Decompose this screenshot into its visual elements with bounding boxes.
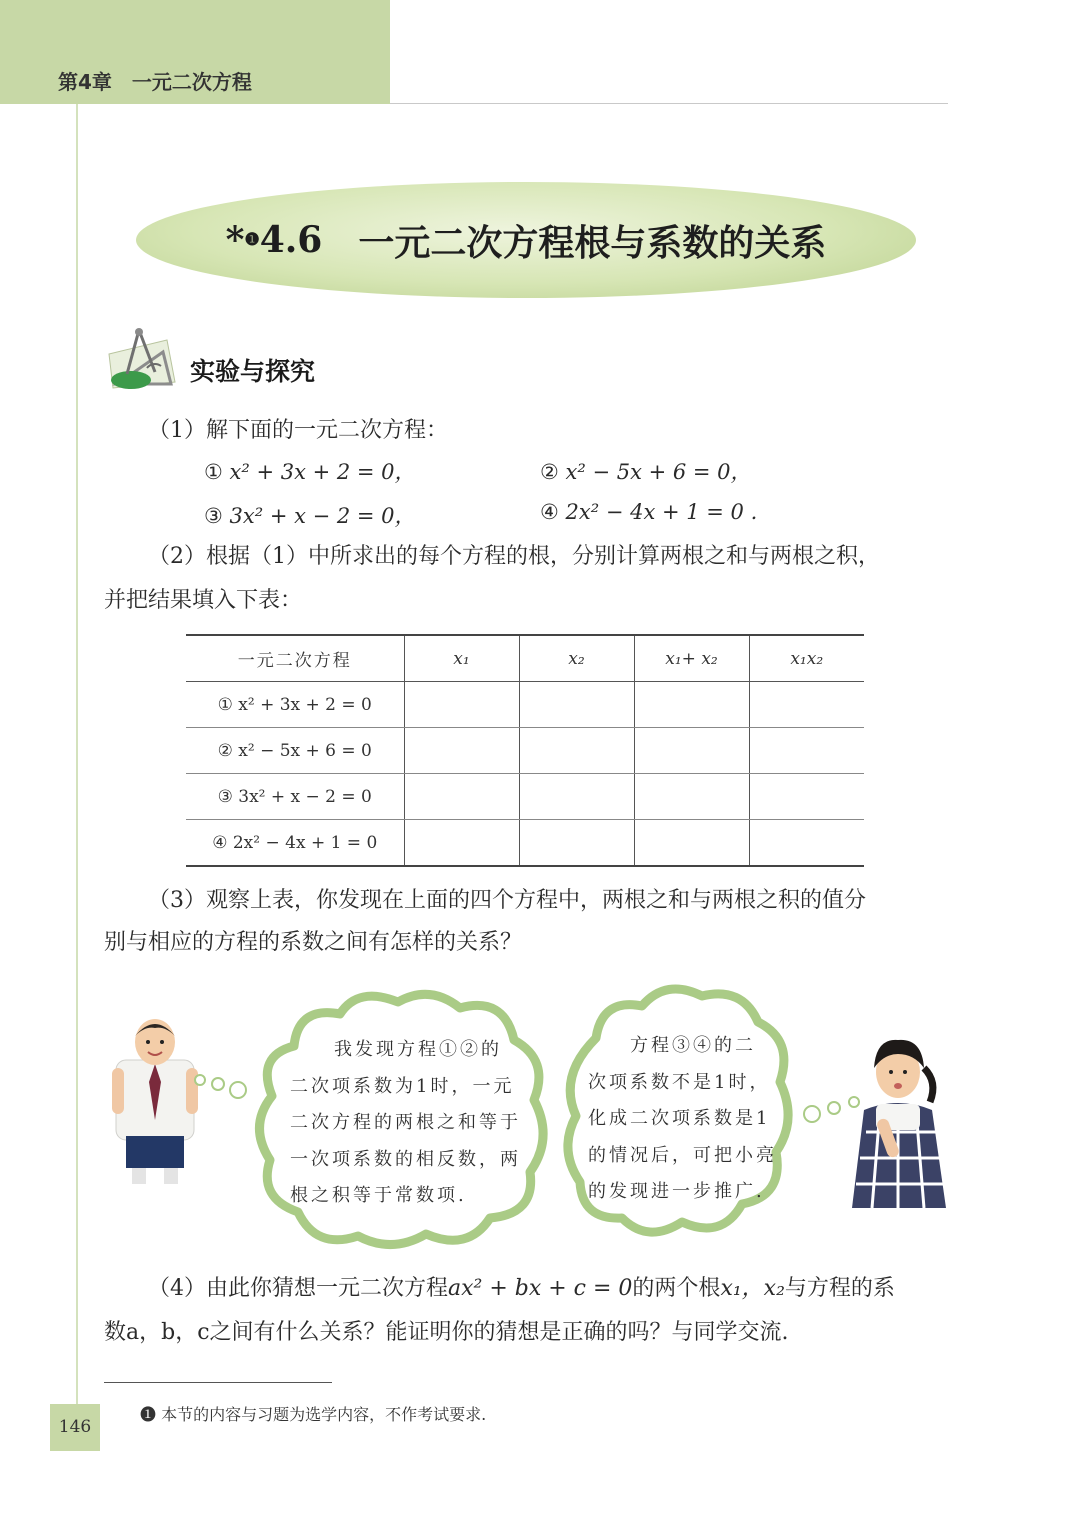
empty-cell: [749, 728, 864, 774]
header-rule: [390, 103, 948, 104]
boy-bubble-line: 我发现方程①②的: [334, 1039, 502, 1060]
empty-cell: [519, 820, 634, 867]
equation-2: [540, 456, 752, 486]
empty-cell: [749, 682, 864, 728]
step-4-line-1: [148, 1268, 895, 1310]
row-equation: ① x² + 3x + 2 = 0: [186, 682, 404, 728]
boy-bubble-line: 二次项系数为1时，一元: [290, 1075, 515, 1097]
boy-bubble-line: 根之积等于常数项.: [290, 1185, 467, 1206]
footnote: ❶ 本节的内容与习题为选学内容，不作考试要求.: [140, 1405, 487, 1424]
section-number: 4.6: [259, 219, 323, 261]
empty-cell: [634, 820, 749, 867]
empty-cell: [634, 774, 749, 820]
boy-bubble-line: 一次项系数的相反数，两: [290, 1148, 521, 1170]
girl-bubble-line: 的情况后，可把小亮: [588, 1144, 777, 1166]
table-row: [186, 774, 864, 820]
col-x2: x₂: [519, 635, 634, 682]
col-x1: x₁: [404, 635, 519, 682]
girl-bubble-line: 的发现进一步推广.: [588, 1181, 765, 1202]
empty-cell: [749, 820, 864, 867]
thought-dots: [192, 1070, 256, 1104]
col-equation: 一元二次方程: [186, 635, 404, 682]
equation-1: [204, 456, 416, 486]
empty-cell: [404, 682, 519, 728]
empty-cell: [404, 820, 519, 867]
step-2-line-2: 并把结果填入下表：: [104, 588, 303, 613]
boy-bubble-line: 二次方程的两根之和等于: [290, 1112, 521, 1133]
page-number: 146: [58, 1417, 92, 1437]
section-title: [136, 182, 916, 298]
step-4-lead: （4）由此你猜想一元二次方程: [148, 1276, 448, 1301]
margin-rule: [76, 104, 78, 1404]
girl-bubble-line: 化成二次项系数是1: [588, 1108, 771, 1129]
equation-1-number: ①: [204, 460, 223, 484]
step-4-line-2: 数a，b，c之间有什么关系？能证明你的猜想是正确的吗？与同学交流.: [104, 1320, 789, 1345]
equation-3: [204, 500, 416, 530]
empty-cell: [634, 728, 749, 774]
table-row: [186, 682, 864, 728]
table-header-row: [186, 635, 864, 682]
empty-cell: [519, 728, 634, 774]
equation-2-text: x² − 5x + 6 = 0，: [565, 460, 752, 484]
table-row: [186, 820, 864, 867]
empty-cell: [519, 774, 634, 820]
step-4-roots: x₁，x₂: [720, 1276, 785, 1301]
boy-bubble-text: [290, 1032, 526, 1215]
step-4-equation: ax² + bx + c = 0: [448, 1276, 633, 1301]
step-3-line-2: 别与相应的方程的系数之间有怎样的关系？: [104, 930, 523, 955]
step-1-text: （1）解下面的一元二次方程：: [148, 418, 448, 443]
empty-cell: [749, 774, 864, 820]
equation-3-number: ③: [204, 504, 223, 528]
empty-cell: [404, 774, 519, 820]
empty-cell: [634, 682, 749, 728]
footnote-rule: [104, 1382, 332, 1383]
footnote-marker: ❶: [244, 230, 260, 250]
step-2-line-1: （2）根据（1）中所求出的每个方程的根，分别计算两根之和与两根之积，: [148, 544, 880, 569]
compass-ruler-icon: [103, 326, 181, 394]
empty-cell: [519, 682, 634, 728]
equation-1-text: x² + 3x + 2 = 0，: [229, 460, 416, 484]
girl-bubble-line: 方程③④的二: [630, 1035, 756, 1056]
equation-4: [540, 500, 757, 524]
table-row: [186, 728, 864, 774]
col-sum: x₁+ x₂: [634, 635, 749, 682]
girl-bubble-text: [588, 1028, 782, 1211]
empty-cell: [404, 728, 519, 774]
equation-4-text: 2x² − 4x + 1 = 0 .: [565, 500, 758, 524]
optional-star: *: [225, 219, 245, 261]
equation-2-number: ②: [540, 460, 559, 484]
row-equation: ③ 3x² + x − 2 = 0: [186, 774, 404, 820]
equation-3-text: 3x² + x − 2 = 0，: [229, 504, 416, 528]
col-product: x₁x₂: [749, 635, 864, 682]
equation-4-number: ④: [540, 500, 559, 524]
step-4-mid: 的两个根: [632, 1276, 721, 1301]
row-equation: ② x² − 5x + 6 = 0: [186, 728, 404, 774]
chapter-header: 第4章 一元二次方程: [58, 70, 252, 94]
step-3-line-1: （3）观察上表，你发现在上面的四个方程中，两根之和与两根之积的值分: [148, 888, 866, 913]
explore-heading: 实验与探究: [190, 357, 316, 386]
step-4-end: 与方程的系: [784, 1276, 895, 1301]
girl-illustration: [846, 1032, 950, 1218]
girl-bubble-line: 次项系数不是1时，: [588, 1071, 771, 1093]
row-equation: ④ 2x² − 4x + 1 = 0: [186, 820, 404, 867]
roots-table: [186, 634, 864, 867]
section-title-text: 一元二次方程根与系数的关系: [358, 221, 827, 264]
